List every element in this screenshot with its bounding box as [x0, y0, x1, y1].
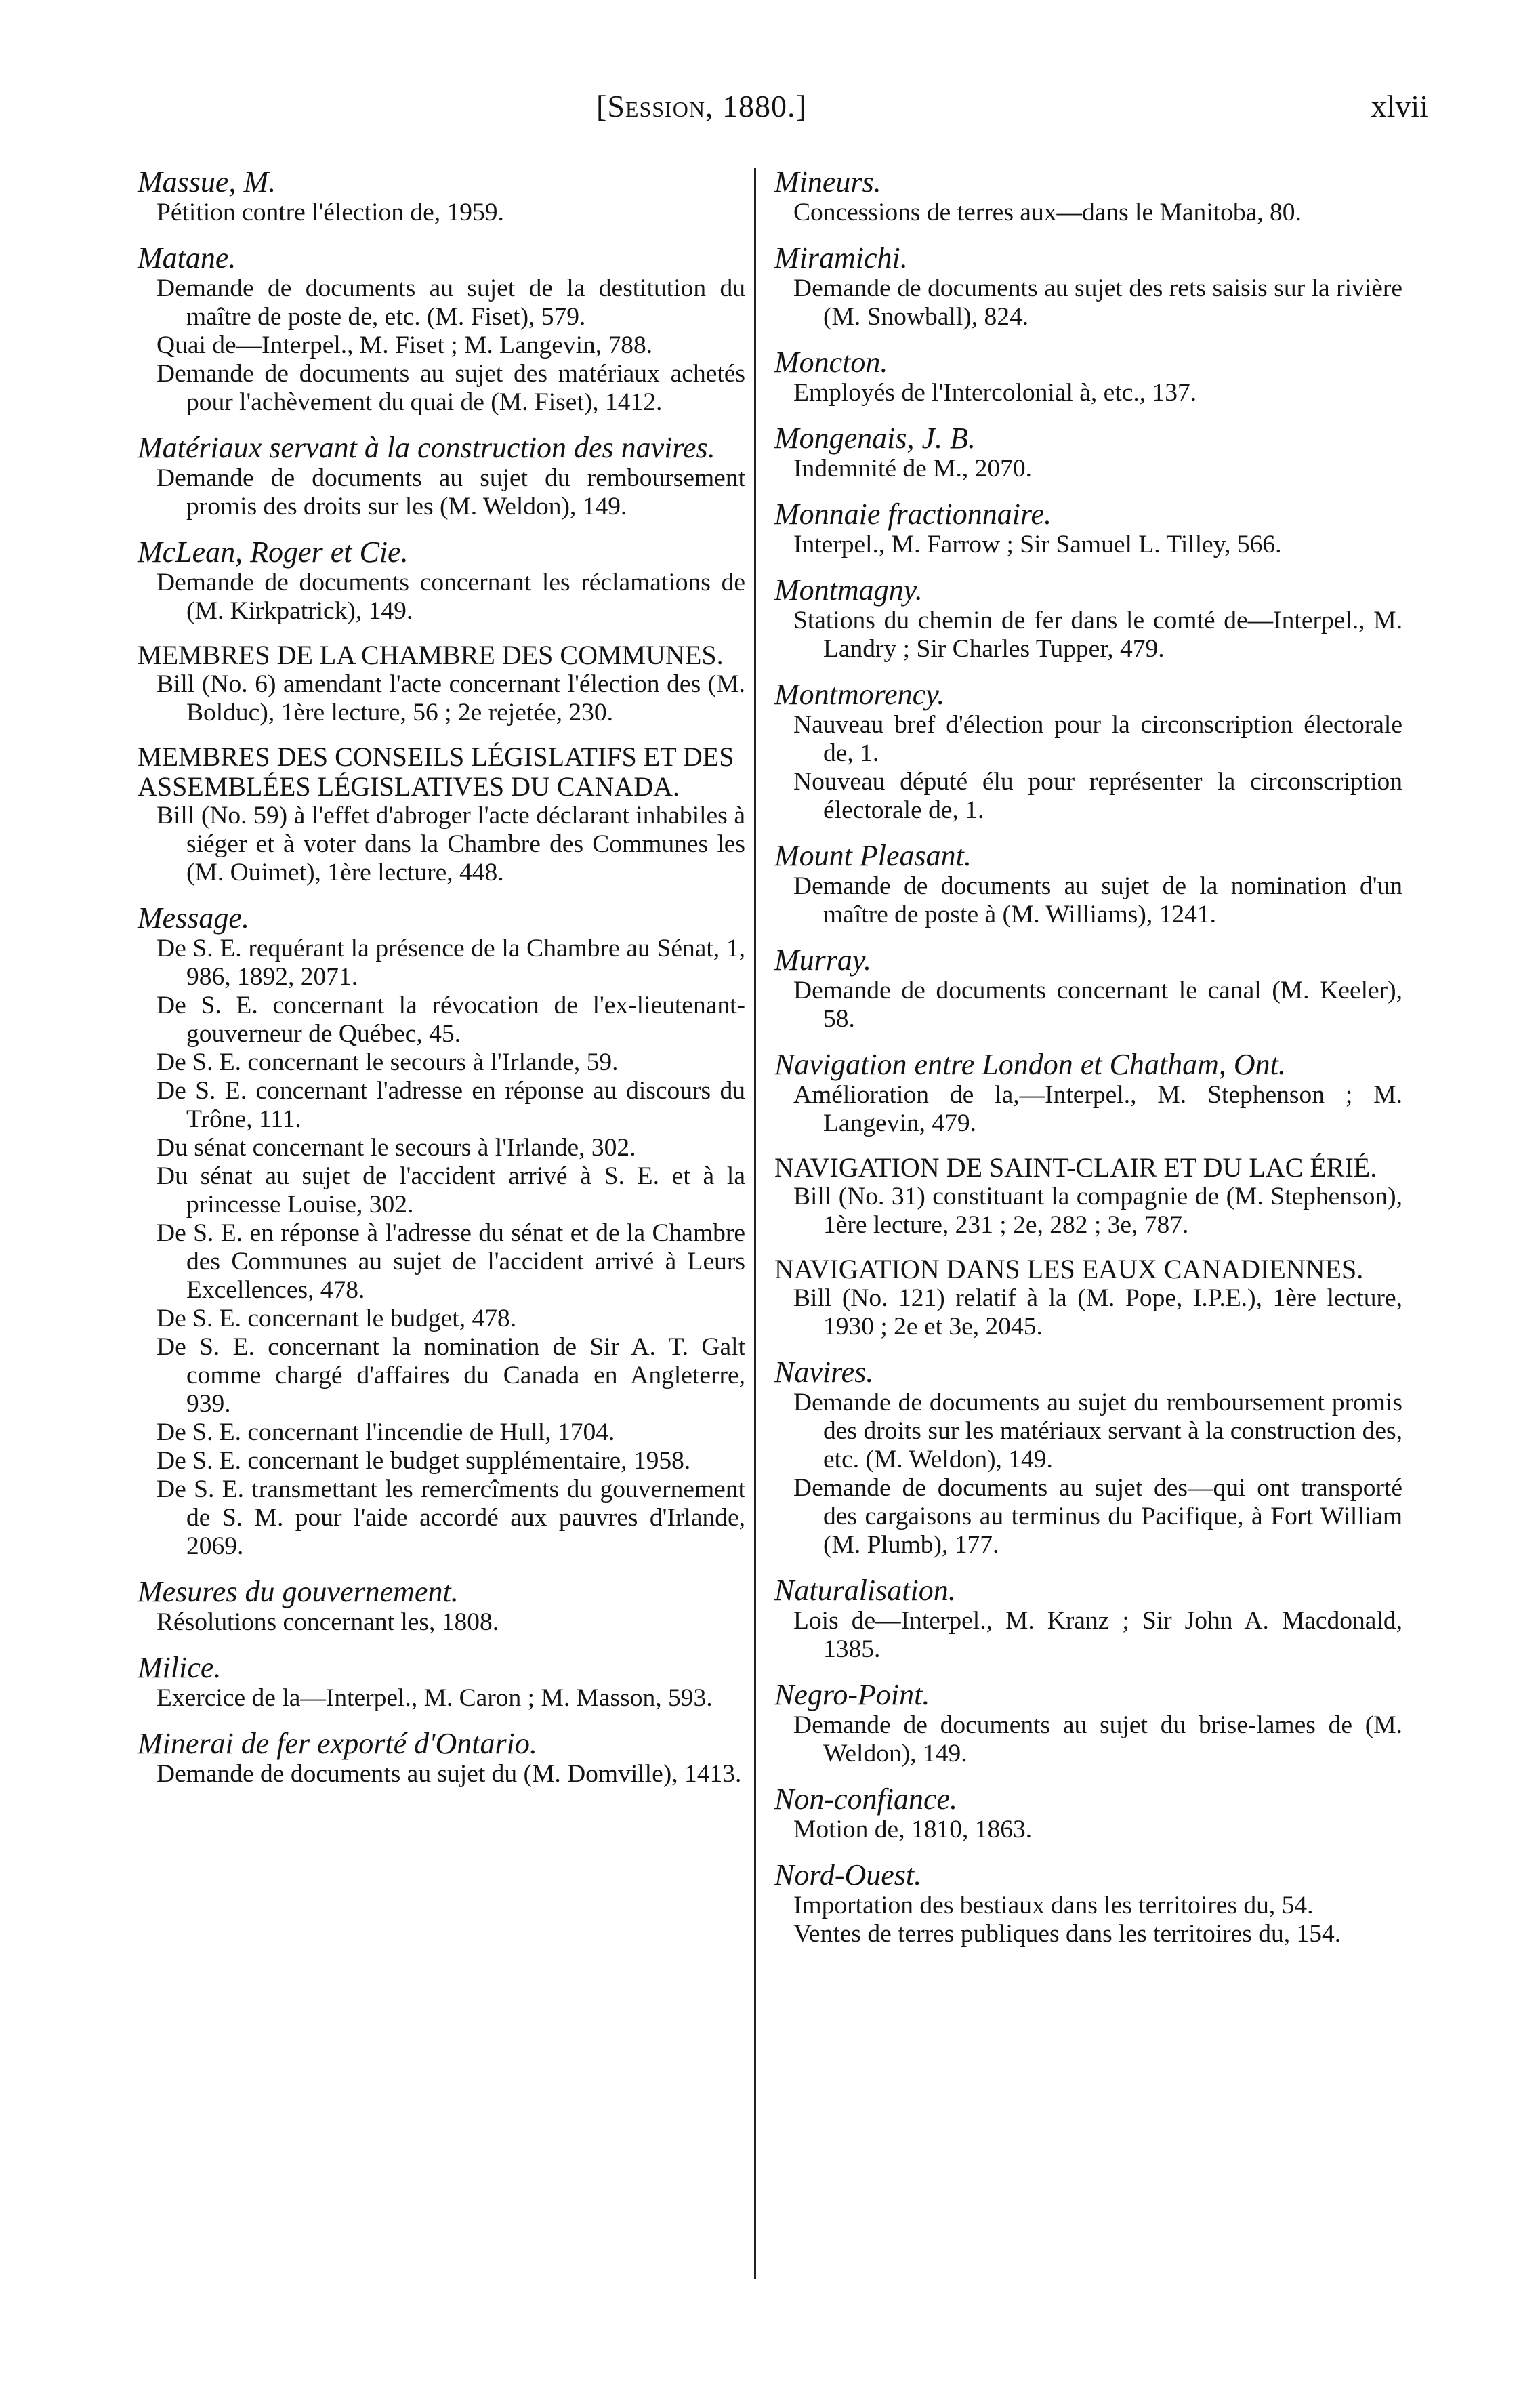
entry-subitem: Demande de documents concernant le canal (M. Keeler), 58.: [793, 977, 1402, 1033]
entry-heading: Montmagny.: [774, 573, 923, 607]
entry-subitem: Nouveau député élu pour représenter la circonscription électorale de, 1.: [793, 768, 1402, 824]
entry-heading: NAVIGATION DANS LES EAUX CANADIENNES.: [774, 1254, 1364, 1284]
index-entry: [132, 742, 745, 887]
entry-subitem: Indemnité de M., 2070.: [793, 455, 1033, 483]
entry-heading: Monnaie fractionnaire.: [774, 497, 1052, 531]
entry-heading: Non-confiance.: [774, 1782, 958, 1816]
entry-subitem: De S. E. concernant la révocation de l'ex-lieutenant-gouverneur de Québec, 45.: [157, 992, 745, 1048]
index-entry: [769, 166, 1402, 227]
index-entry: [769, 944, 1402, 1034]
entry-subitem: De S. E. requérant la présence de la Chambre au Sénat, 1, 986, 1892, 2071.: [157, 935, 745, 991]
index-entry: [769, 498, 1402, 559]
entry-heading: Montmorency.: [774, 678, 945, 711]
index-entry: [769, 242, 1402, 331]
running-head-year: 1880.]: [713, 89, 807, 123]
index-entry: [132, 166, 745, 227]
entry-subitem: De S. E. concernant la nomination de Sir A. T. Galt comme chargé d'affaires du Canada en Angleterre, 939.: [157, 1333, 745, 1418]
entry-heading: Naturalisation.: [774, 1574, 956, 1607]
entry-subitem: Interpel., M. Farrow ; Sir Samuel L. Tilley, 566.: [793, 531, 1282, 558]
entry-subitem: Quai de—Interpel., M. Fiset ; M. Langevin, 788.: [157, 331, 653, 359]
entry-subitem: Demande de documents au sujet de la destitution du maître de poste de, etc. (M. Fiset), 579.: [157, 274, 745, 331]
entry-subitem: Demande de documents au sujet des rets saisis sur la rivière (M. Snowball), 824.: [793, 274, 1402, 331]
entry-heading: NAVIGATION DE SAINT-CLAIR ET DU LAC ÉRIÉ.: [774, 1152, 1377, 1183]
entry-subitem: Bill (No. 121) relatif à la (M. Pope, I.P.E.), 1ère lecture, 1930 ; 2e et 3e, 2045.: [793, 1284, 1402, 1341]
entry-subitem: Lois de—Interpel., M. Kranz ; Sir John A. Macdonald, 1385.: [793, 1607, 1402, 1663]
running-head: [596, 88, 807, 124]
entry-subitem: Du sénat au sujet de l'accident arrivé à S. E. et à la princesse Louise, 302.: [157, 1162, 745, 1219]
entry-subitem: Demande de documents au sujet du remboursement promis des droits sur les (M. Weldon), 149.: [157, 464, 745, 520]
entry-subitem: De S. E. concernant le budget supplémentaire, 1958.: [157, 1447, 691, 1475]
entry-subitem: Ventes de terres publiques dans les territoires du, 154.: [793, 1920, 1341, 1948]
index-entry: [769, 346, 1402, 407]
index-entry: [769, 1783, 1402, 1844]
entry-heading: Mount Pleasant.: [774, 839, 972, 872]
column-divider: [754, 168, 756, 2279]
entry-heading: Milice.: [138, 1651, 222, 1684]
page-header: [0, 88, 1540, 142]
index-entry: [769, 574, 1402, 663]
index-entry: [769, 1356, 1402, 1559]
entry-subitem: Exercice de la—Interpel., M. Caron ; M. Masson, 593.: [157, 1684, 713, 1712]
entry-subitem: Pétition contre l'élection de, 1959.: [157, 199, 504, 226]
entry-subitem: Bill (No. 59) à l'effet d'abroger l'acte déclarant inhabiles à siéger et à voter dans la Chambre des Communes les (M. Ouimet), 1ère lecture, 448.: [157, 802, 745, 886]
index-entry: [769, 1153, 1402, 1240]
entry-heading: Matane.: [138, 241, 236, 274]
entry-heading: MEMBRES DE LA CHAMBRE DES COMMUNES.: [138, 640, 724, 670]
entry-subitem: De S. E. concernant le secours à l'Irlande, 59.: [157, 1048, 619, 1076]
entry-subitem: Bill (No. 31) constituant la compagnie de (M. Stephenson), 1ère lecture, 231 ; 2e, 282 ; 3e, 787.: [793, 1183, 1402, 1239]
entry-subitem: Résolutions concernant les, 1808.: [157, 1608, 499, 1636]
entry-subitem: Demande de documents concernant les réclamations de (M. Kirkpatrick), 149.: [157, 569, 745, 625]
entry-heading: Negro-Point.: [774, 1678, 930, 1711]
entry-heading: Navigation entre London et Chatham, Ont.: [774, 1048, 1286, 1081]
entry-subitem: De S. E. en réponse à l'adresse du sénat et de la Chambre des Communes au sujet de l'accident arrivé à Leurs Excellences, 478.: [157, 1219, 745, 1304]
right-column: [769, 166, 1402, 1963]
index-entry: [769, 1859, 1402, 1948]
entry-heading: Navires.: [774, 1355, 874, 1389]
entry-heading: Miramichi.: [774, 241, 908, 274]
entry-heading: Matériaux servant à la construction des navires.: [138, 431, 715, 464]
entry-subitem: Demande de documents au sujet de la nomination d'un maître de poste à (M. Williams), 1241.: [793, 872, 1402, 928]
running-head-session: Session,: [607, 89, 714, 123]
entry-heading: Nord-Ouest.: [774, 1858, 922, 1892]
index-entry: [769, 422, 1402, 483]
index-entry: [132, 242, 745, 417]
index-entry: [132, 1728, 745, 1789]
index-entry: [132, 1576, 745, 1637]
left-column: [132, 166, 745, 1803]
entry-heading: Message.: [138, 901, 249, 935]
index-entry: [132, 536, 745, 626]
entry-subitem: Nauveau bref d'élection pour la circonscription électorale de, 1.: [793, 711, 1402, 767]
entry-heading: Mesures du gouvernement.: [138, 1575, 459, 1608]
entry-subitem: Demande de documents au sujet du (M. Domville), 1413.: [157, 1760, 742, 1788]
entry-heading: Mineurs.: [774, 165, 881, 199]
entry-subitem: De S. E. concernant l'adresse en réponse au discours du Trône, 111.: [157, 1077, 745, 1133]
index-entry: [132, 1652, 745, 1713]
entry-subitem: Amélioration de la,—Interpel., M. Stephenson ; M. Langevin, 479.: [793, 1081, 1402, 1137]
entry-subitem: Importation des bestiaux dans les territoires du, 54.: [793, 1892, 1314, 1919]
entry-subitem: De S. E. concernant l'incendie de Hull, 1704.: [157, 1418, 615, 1446]
entry-heading: Moncton.: [774, 346, 888, 379]
entry-subitem: Bill (No. 6) amendant l'acte concernant l'élection des (M. Bolduc), 1ère lecture, 56 ; 2e rejetée, 230.: [157, 670, 745, 727]
entry-subitem: De S. E. concernant le budget, 478.: [157, 1305, 517, 1332]
entry-subitem: Demande de documents au sujet des—qui ont transporté des cargaisons au terminus du Pacifique, à Fort William (M. Plumb), 177.: [793, 1474, 1402, 1559]
entry-subitem: Motion de, 1810, 1863.: [793, 1816, 1033, 1843]
entry-subitem: Demande de documents au sujet des matériaux achetés pour l'achèvement du quai de (M. Fiset), 1412.: [157, 360, 745, 416]
entry-heading: Minerai de fer exporté d'Ontario.: [138, 1727, 537, 1760]
entry-heading: Murray.: [774, 943, 871, 977]
entry-subitem: Du sénat concernant le secours à l'Irlande, 302.: [157, 1134, 636, 1162]
entry-heading: Mongenais, J. B.: [774, 422, 976, 455]
entry-heading: McLean, Roger et Cie.: [138, 535, 409, 569]
page-number: xlvii: [1371, 89, 1428, 123]
entry-subitem: Employés de l'Intercolonial à, etc., 137.: [793, 379, 1197, 407]
index-entry: [132, 432, 745, 521]
index-entry: [132, 902, 745, 1561]
entry-heading: MEMBRES DES CONSEILS LÉGISLATIFS ET DES ASSEMBLÉES LÉGISLATIVES DU CANADA.: [138, 741, 734, 802]
index-entry: [769, 1679, 1402, 1768]
entry-subitem: De S. E. transmettant les remercîments du gouvernement de S. M. pour l'aide accordé aux pauvres d'Irlande, 2069.: [157, 1475, 745, 1560]
running-head-bracket: [: [596, 89, 608, 123]
entry-subitem: Demande de documents au sujet du remboursement promis des droits sur les matériaux servant à la construction des, etc. (M. Weldon), 149.: [793, 1389, 1402, 1473]
index-entry: [769, 1254, 1402, 1341]
index-entry: [769, 840, 1402, 929]
entry-subitem: Concessions de terres aux—dans le Manitoba, 80.: [793, 199, 1302, 226]
index-entry: [132, 640, 745, 727]
entry-subitem: Stations du chemin de fer dans le comté de—Interpel., M. Landry ; Sir Charles Tupper, 479.: [793, 607, 1402, 663]
index-entry: [769, 678, 1402, 825]
entry-subitem: Demande de documents au sujet du brise-lames de (M. Weldon), 149.: [793, 1711, 1402, 1768]
index-entry: [769, 1048, 1402, 1138]
index-entry: [769, 1574, 1402, 1664]
entry-heading: Massue, M.: [138, 165, 276, 199]
